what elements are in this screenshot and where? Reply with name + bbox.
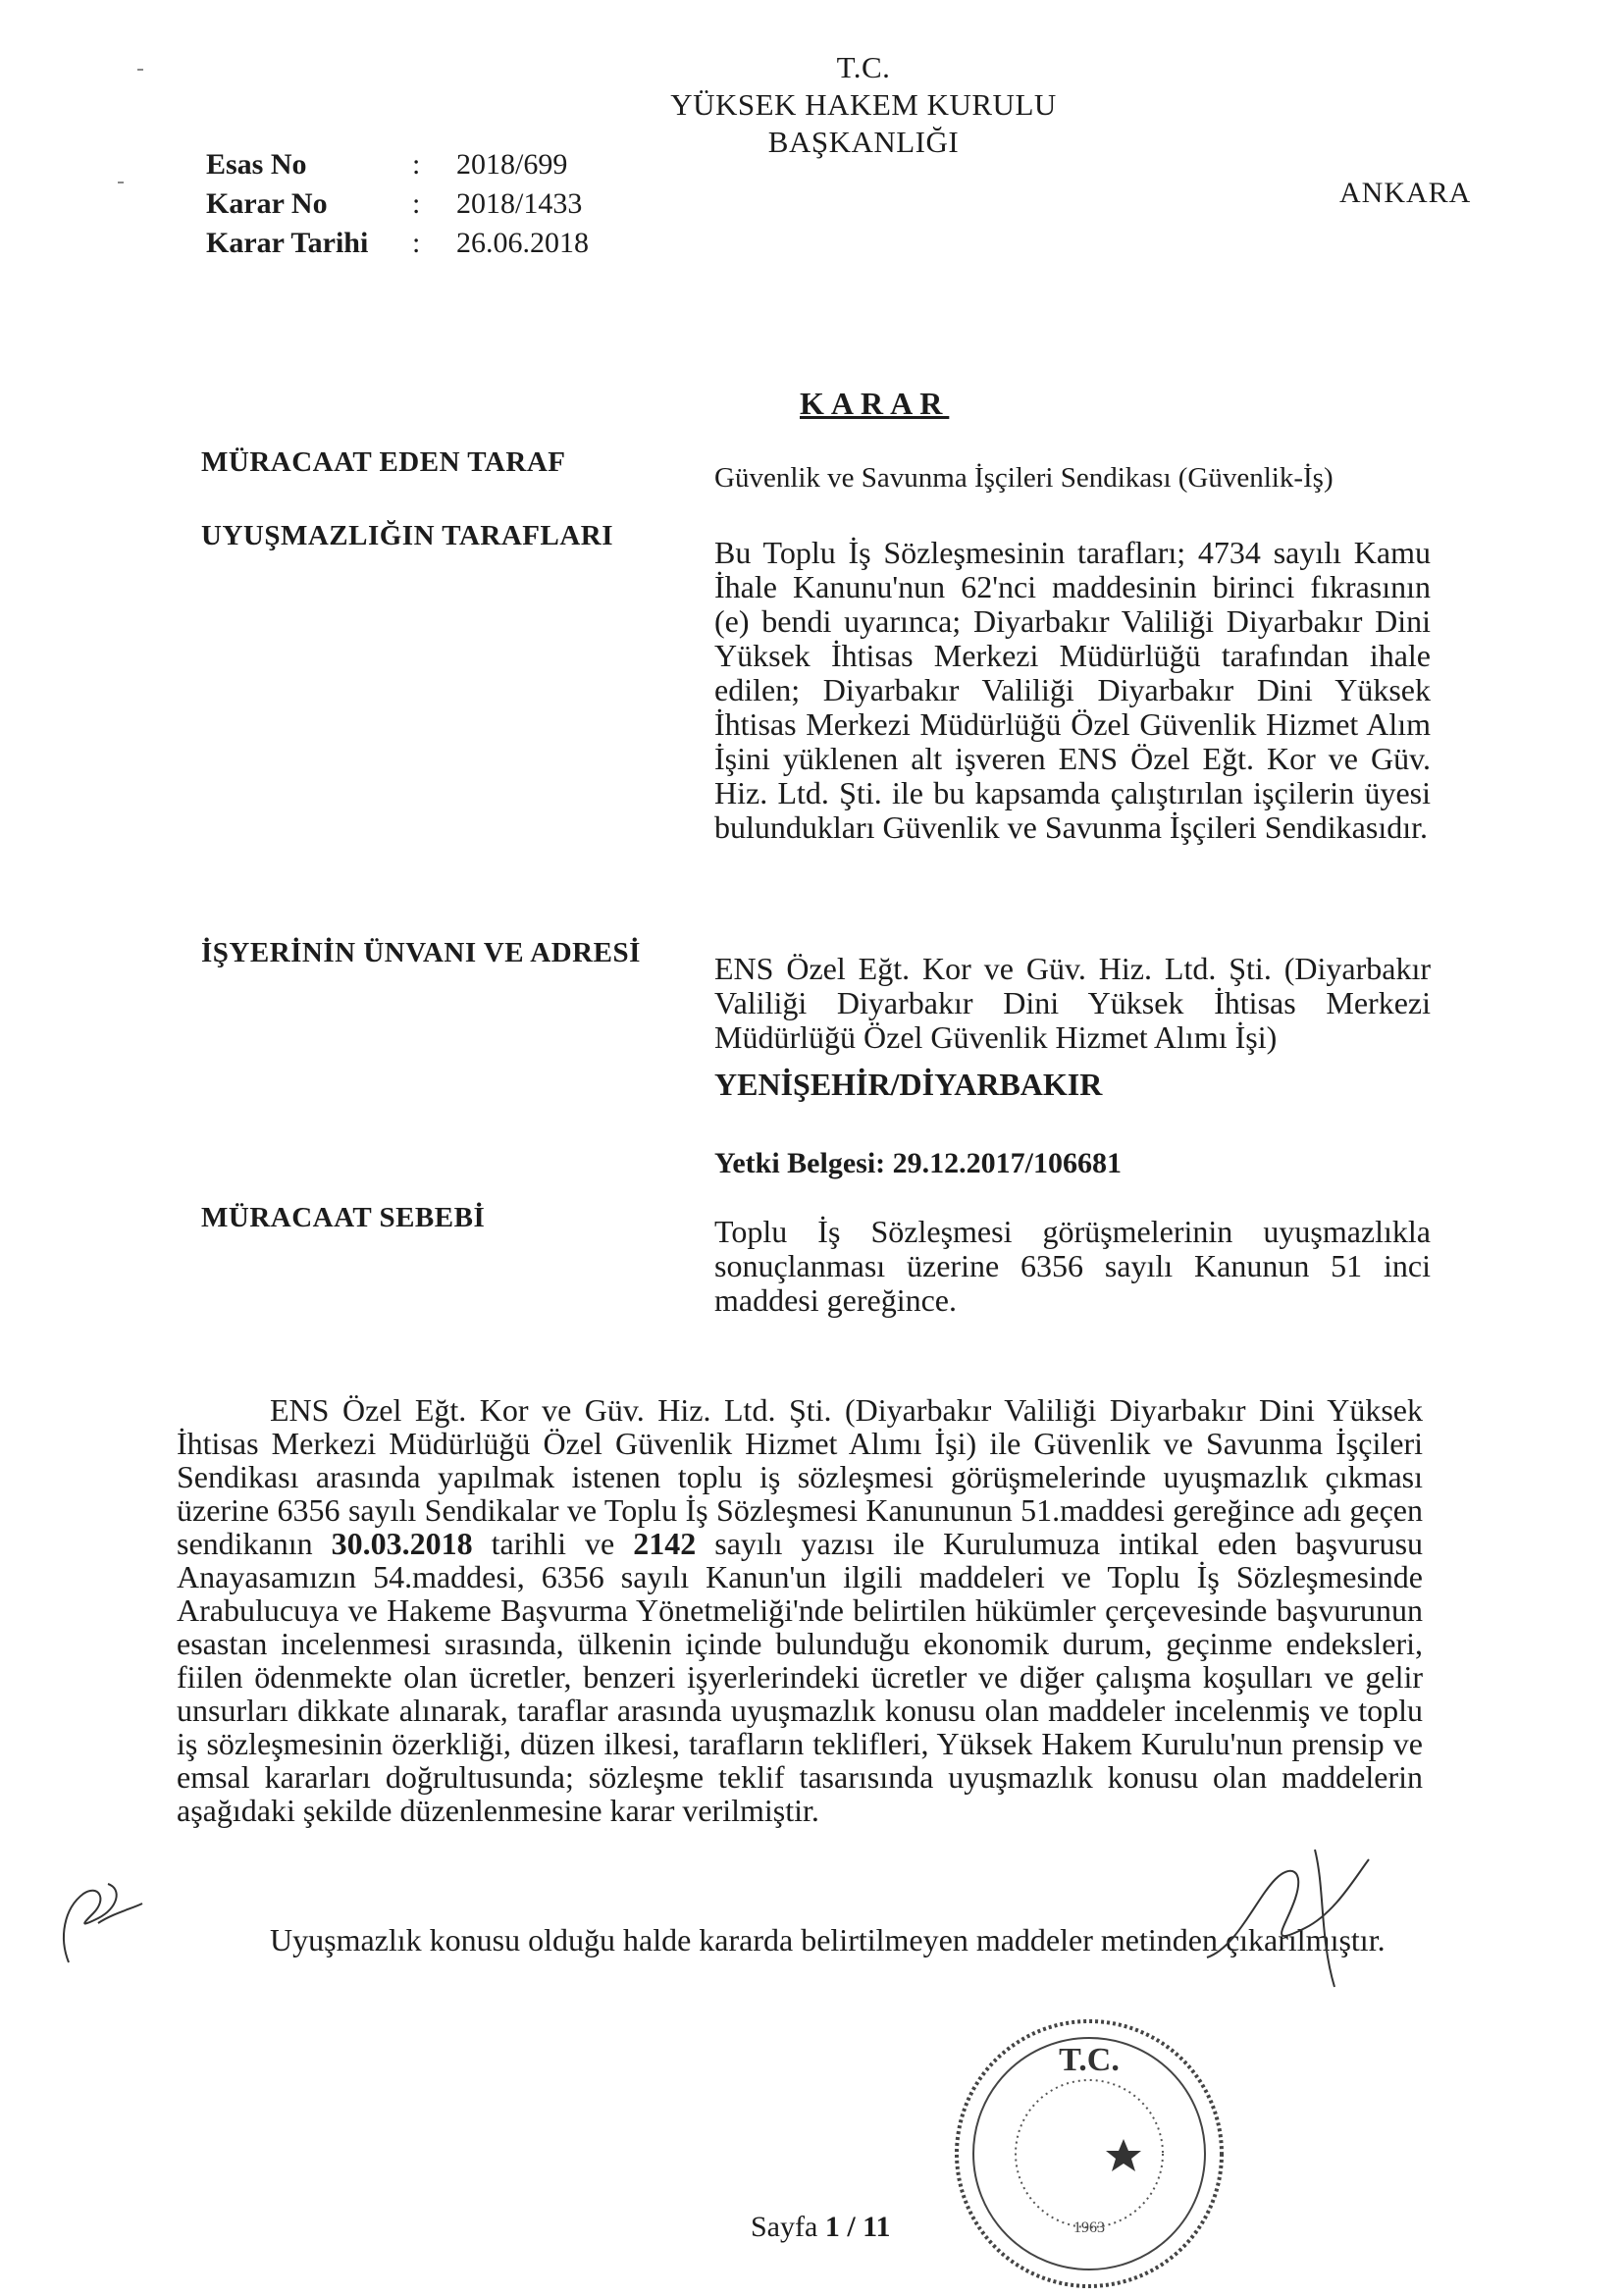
- sebep-value: Toplu İş Sözleşmesi görüşmelerinin uyuşmazlıkla sonuçlanması üzerine 6356 sayılı Kanunun 51 inci maddesi gereğince.: [714, 1214, 1431, 1318]
- isyeri-city: YENİŞEHİR/DİYARBAKIR: [714, 1067, 1103, 1102]
- official-seal: [942, 2011, 1236, 2296]
- karar-row: [206, 184, 589, 224]
- karar-colon: :: [412, 187, 421, 220]
- muracaat-label: MÜRACAAT EDEN TARAF: [201, 446, 566, 478]
- sebep-label: MÜRACAAT SEBEBİ: [201, 1202, 486, 1233]
- esas-value: 2018/699: [456, 148, 568, 181]
- letter-date: 30.03.2018: [331, 1526, 473, 1561]
- tarih-label: Karar Tarihi: [206, 227, 369, 259]
- isyeri-label: İŞYERİNİN ÜNVANI VE ADRESİ: [201, 937, 641, 968]
- header-tc: T.C.: [836, 50, 891, 84]
- taraflar-value: Bu Toplu İş Sözleşmesinin tarafları; 4734 sayılı Kamu İhale Kanunu'nun 62'nci maddesinin birinci fıkrasının (e) bendi uyarınca; Diyarbakır Valiliği Diyarbakır Dini Yüksek İhtisas Merkezi Müdürlüğü tarafından ihale edilen; Diyarbakır Valiliği Diyarbakır Dini Yüksek İhtisas Merkezi Müdürlüğü Özel Güvenlik Hizmet Alım İşini yüklenen alt işveren ENS Özel Eğt. Kor ve Güv. Hiz. Ltd. Şti. ile bu kapsamda çalıştırılan işçilerin üyesi bulundukları Güvenlik ve Savunma İşçileri Sendikasıdır.: [714, 535, 1431, 845]
- tarih-colon: :: [412, 227, 421, 259]
- document-title: KARAR: [800, 386, 950, 421]
- city-name: ANKARA: [1339, 177, 1472, 209]
- institution-header: [589, 49, 1138, 161]
- page-prefix: Sayfa: [751, 2211, 825, 2243]
- seal-year: 1963: [1073, 2219, 1105, 2236]
- margin-mark: [137, 69, 143, 71]
- esas-colon: :: [412, 148, 421, 181]
- handwritten-signature: [1197, 1840, 1393, 2007]
- header-institution: YÜKSEK HAKEM KURULU: [670, 87, 1057, 122]
- karar-value: 2018/1433: [456, 187, 583, 220]
- tarih-value: 26.06.2018: [456, 227, 589, 259]
- header-presidency: BAŞKANLIĞI: [767, 125, 960, 159]
- body-paragraph-1: [177, 1393, 1423, 1827]
- body-p1-b: tarihli ve: [472, 1526, 634, 1561]
- seal-tc-text: T.C.: [1059, 2042, 1120, 2078]
- tarih-row: [206, 224, 589, 263]
- page-count: 1 / 11: [824, 2211, 891, 2243]
- handwritten-initial-left: [39, 1869, 147, 1977]
- letter-number: 2142: [633, 1526, 697, 1561]
- body-p1-c: sayılı yazısı ile Kurulumuza intikal eden başvurusu Anayasamızın 54.maddesi, 6356 sayılı Kanun'un ilgili maddeleri ve Toplu İş Sözleşmesinde Arabulucuya ve Hakeme Başvurma Yönetmeliği'nde belirtilen hükümler çerçevesinde başvurunun esastan incelenmesi sırasında, ülkenin içinde bulunduğu ekonomik durum, geçinme endeksleri, fiilen ödenmekte olan ücretler, benzeri işyerlerindeki ücretler ve diğer çalışma koşulları ve gelir unsurları dikkate alınarak, taraflar arasında uyuşmazlık konusu olan maddeler incelenmiş ve toplu iş sözleşmesinin özerkliği, düzen ilkesi, tarafların teklifleri, Yüksek Hakem Kurulu'nun prensip ve emsal kararları doğrultusunda; sözleşme teklif tasarısında uyuşmazlık konusu olan maddelerin aşağıdaki şekilde düzenlenmesine karar verilmiştir.: [177, 1526, 1424, 1828]
- muracaat-value: Güvenlik ve Savunma İşçileri Sendikası (Güvenlik-İş): [714, 462, 1334, 494]
- esas-row: [206, 145, 589, 184]
- margin-mark: [118, 182, 124, 183]
- isyeri-value: ENS Özel Eğt. Kor ve Güv. Hiz. Ltd. Şti. (Diyarbakır Valiliği Diyarbakır Dini Yüksek İhtisas Merkezi Müdürlüğü Özel Güvenlik Hizmet Alımı İşi): [714, 951, 1431, 1055]
- yetki-belgesi: Yetki Belgesi: 29.12.2017/106681: [714, 1147, 1122, 1179]
- esas-label: Esas No: [206, 148, 307, 181]
- taraflar-label: UYUŞMAZLIĞIN TARAFLARI: [201, 520, 614, 551]
- body-paragraph-2: Uyuşmazlık konusu olduğu halde kararda belirtilmeyen maddeler metinden çıkarılmıştır.: [270, 1922, 1386, 1957]
- case-meta: [206, 145, 589, 263]
- page-number: [751, 2211, 891, 2244]
- karar-label: Karar No: [206, 187, 328, 220]
- body-p1-a: ENS Özel Eğt. Kor ve Güv. Hiz. Ltd. Şti. (Diyarbakır Valiliği Diyarbakır Dini Yüksek İhtisas Merkezi Müdürlüğü Özel Güvenlik Hizmet Alımı İşi) ile Güvenlik ve Savunma İşçileri Sendikası arasında yapılmak istenen toplu iş sözleşmesi görüşmelerinde uyuşmazlık çıkması üzerine 6356 sayılı Sendikalar ve Toplu İş Sözleşmesi Kanununun 51.maddesi gereğince adı geçen sendikanın: [177, 1392, 1423, 1561]
